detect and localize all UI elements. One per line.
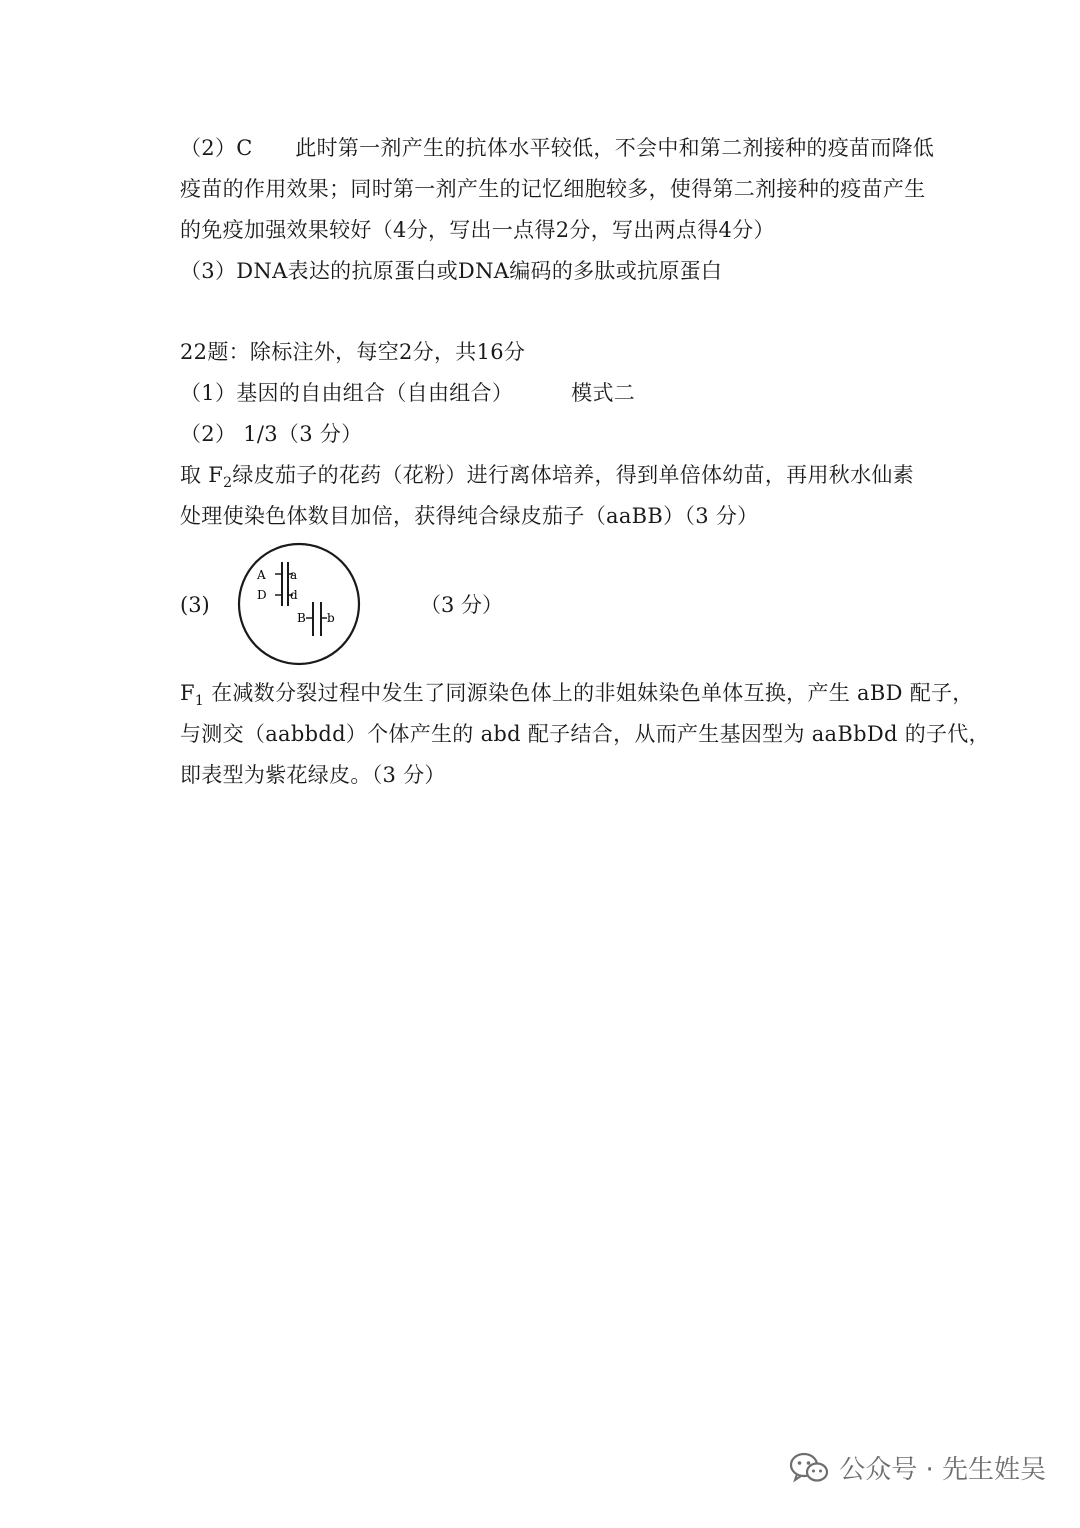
chromosome-diagram [235, 542, 365, 666]
answer-22-3a-rest: 在减数分裂过程中发生了同源染色体上的非姐妹染色单体互换，产生 aBD 配子， [204, 681, 974, 705]
gene-label-d: d [290, 588, 298, 602]
answer-line-22-1 [180, 378, 635, 408]
answer-line-22-2: （2） 1/3（3 分） [180, 422, 363, 446]
answer-line-22-2c: 处理使染色体数目加倍，获得纯合绿皮茄子（aaBB）（3 分） [180, 504, 759, 528]
gene-label-a: a [290, 568, 298, 582]
answer-22-2b-sub: 2 [223, 475, 233, 492]
gene-label-B: B [297, 611, 306, 625]
answer-line-21-3: （3）DNA表达的抗原蛋白或DNA编码的多肽或抗原蛋白 [180, 259, 723, 283]
answer-22-3a-prefix: F [180, 681, 195, 705]
answer-line-22-3c: 即表型为紫花绿皮。（3 分） [180, 763, 446, 787]
answer-22-3a-sub: 1 [194, 693, 205, 710]
answer-22-1-part-b: 模式二 [571, 381, 636, 405]
gene-label-b: b [327, 611, 335, 625]
cell-outline [239, 544, 359, 664]
answer-line-22-3b: 与测交（aabbdd）个体产生的 abd 配子结合，从而产生基因型为 aaBbDd 的子代， [180, 722, 990, 746]
gene-label-D: D [257, 588, 267, 602]
answer-line-21-2a: （2）C 此时第一剂产生的抗体水平较低，不会中和第二剂接种的疫苗而降低 [180, 136, 935, 160]
answer-line-21-2c: 的免疫加强效果较好（4分，写出一点得2分，写出两点得4分） [180, 218, 775, 242]
watermark-text: 公众号 · 先生姓吴 [839, 1455, 1046, 1485]
answer-22-3-label: (3) [180, 593, 210, 617]
answer-22-2b-prefix: 取 F [180, 463, 224, 487]
answer-22-1-part-a: （1）基因的自由组合（自由组合） [180, 381, 514, 405]
answer-line-22-2b [180, 460, 914, 498]
wechat-icon [789, 1452, 829, 1484]
answer-line-21-2b: 疫苗的作用效果；同时第一剂产生的记忆细胞较多，使得第二剂接种的疫苗产生 [180, 177, 926, 201]
answer-22-2b-rest: 绿皮茄子的花药（花粉）进行离体培养，得到单倍体幼苗，再用秋水仙素 [232, 463, 914, 487]
answer-22-3-score: （3 分） [420, 593, 504, 617]
answer-line-22-3a [180, 678, 974, 716]
question-22-header: 22题：除标注外，每空2分，共16分 [180, 340, 526, 364]
watermark [789, 1449, 1046, 1486]
gene-label-A: A [257, 568, 266, 582]
